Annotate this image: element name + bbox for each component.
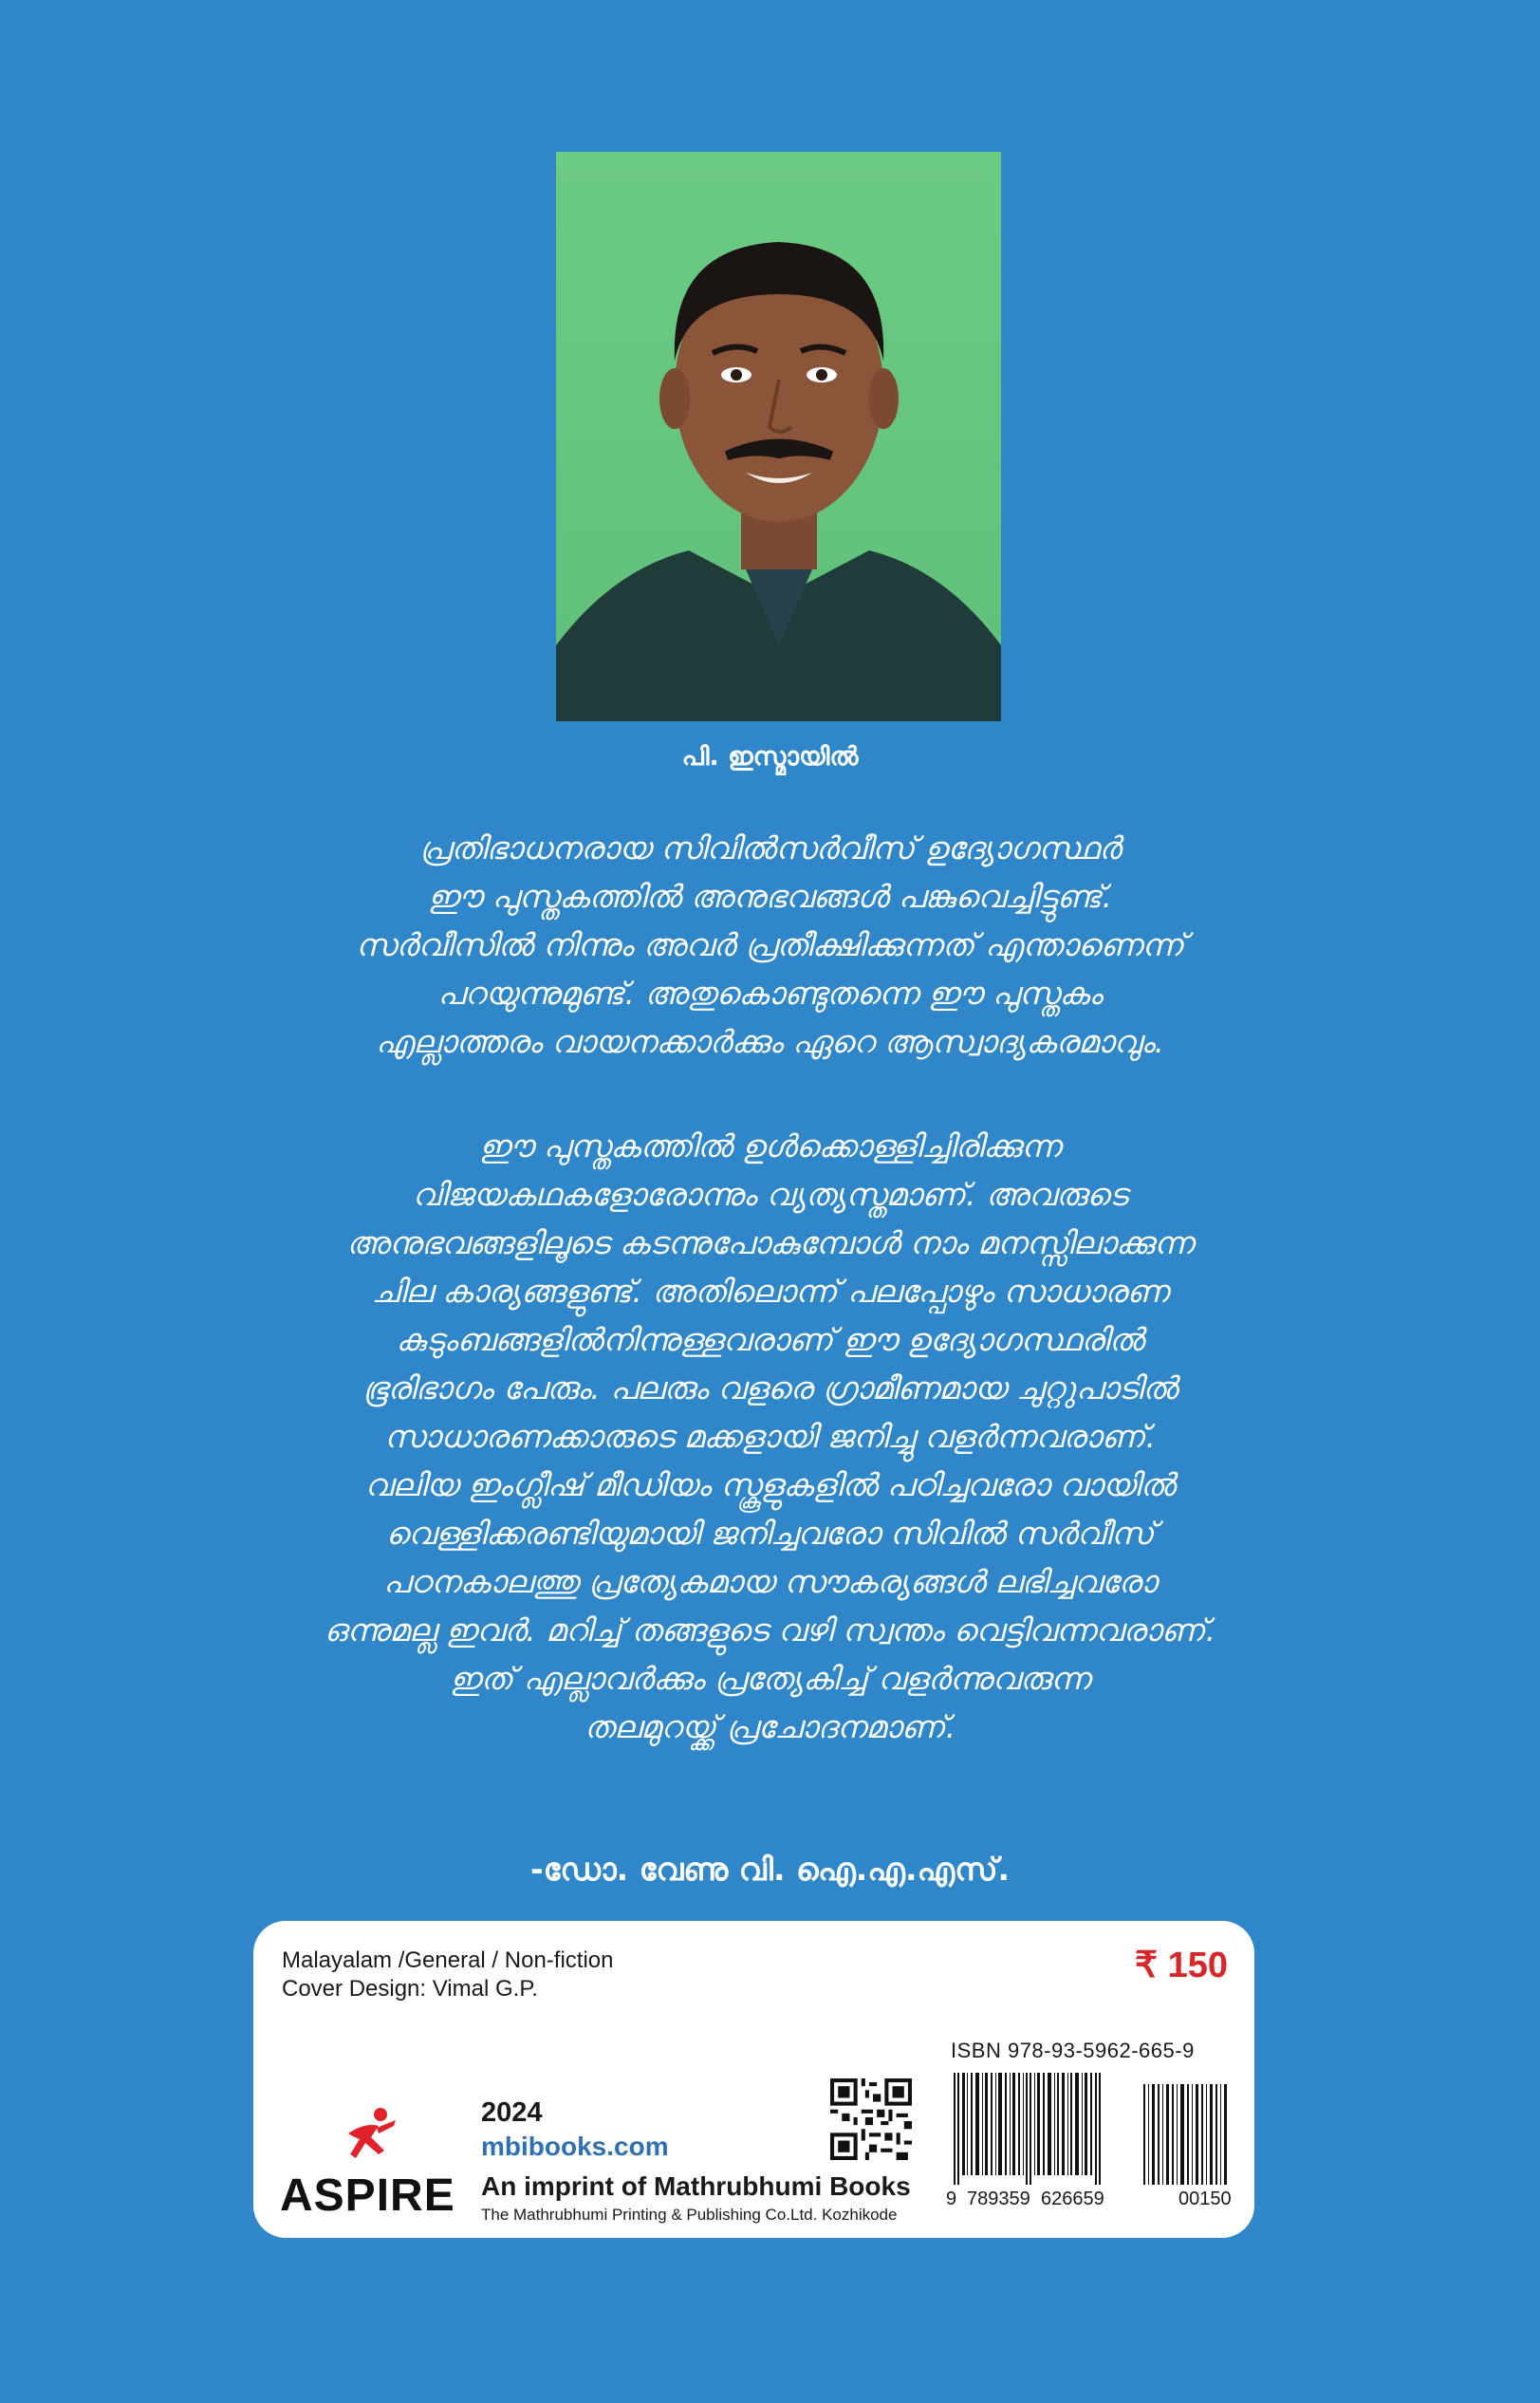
author-name: പി. ഇസ്മായിൽ <box>681 742 859 772</box>
cover-design-credit: Cover Design: Vimal G.P. <box>282 1976 538 2002</box>
blurb-text-2: ഈ പുസ്തകത്തിൽ ഉൾക്കൊള്ളിച്ചിരിക്കുന്ന വിജയകഥകളോരോന്നും വ്യത്യസ്തമാണ്. അവരുടെ അനുഭവങ്ങളിലൂടെ കടന്നുപോകുമ്പോൾ നാം മനസ്സിലാക്കുന്ന ചില കാര്യങ്ങളുണ്ട്. അതിലൊന്ന് പലപ്പോഴും സാധാരണ കുടുംബങ്ങളിൽനിന്നുള്ളവരാണ് ഈ ഉദ്യോഗസ്ഥരിൽ ഭൂരിഭാഗം പേരും. പലരും വളരെ ഗ്രാമീണമായ ചുറ്റുപാടിൽ സാധാരണക്കാരുടെ മക്കളായി ജനിച്ചു വളർന്നവരാണ്. വലിയ ഇംഗ്ലീഷ് മീഡിയം സ്കൂളുകളിൽ പഠിച്ചവരോ വായിൽ വെള്ളിക്കരണ്ടിയുമായി ജനിച്ചവരോ സിവിൽ സർവീസ് പഠനകാലത്തു പ്രത്യേകമായ സൗകര്യങ്ങൾ ലഭിച്ചവരോ ഒന്നുമല്ല ഇവർ. മറിച്ച് തങ്ങളുടെ വഴി സ്വന്തം വെട്ടിവന്നവരാണ്. ഇത് എല്ലാവർക്കും പ്രത്യേകിച്ച് വളർന്നുവരുന്ന തലമുറയ്ക്ക് പ്രചോദനമാണ്. <box>324 1127 1216 1745</box>
blurb-text-1: പ്രതിഭാധനരായ സിവിൽസർവീസ് ഉദ്യോഗസ്ഥർ ഈ പുസ്തകത്തിൽ അനുഭവങ്ങൾ പങ്കുവെച്ചിട്ടുണ്ട്. സർവീസിൽ നിന്നും അവർ പ്രതീക്ഷിക്കുന്നത് എന്താണെന്ന് പറയുന്നുമുണ്ട്. അതുകൊണ്ടുതന്നെ ഈ പുസ്തകം എല്ലാത്തരം വായനക്കാർക്കും ഏറെ ആസ്വാദ്യകരമാവും. <box>356 829 1184 1060</box>
barcode-right-digits: 626659 <box>1041 2189 1104 2209</box>
website-link[interactable]: mbibooks.com <box>481 2132 669 2161</box>
barcode-addon-digits: 00150 <box>1178 2189 1232 2209</box>
qr-code-icon <box>830 2078 912 2160</box>
blurb-signature: -ഡോ. വേണു വി. ഐ.എ.എസ്. <box>529 1851 1011 1888</box>
genre-text: Malayalam /General / Non-fiction <box>282 1947 614 1973</box>
barcode-lead-digit: 9 <box>946 2189 957 2209</box>
publication-year: 2024 <box>481 2097 543 2128</box>
printer-text: The Mathrubhumi Printing & Publishing Co.Ltd. Kozhikode <box>481 2206 898 2224</box>
aspire-logo-icon <box>343 2105 403 2166</box>
author-photo <box>556 152 1001 721</box>
barcode-left-digits: 789359 <box>967 2189 1030 2209</box>
price-label: ₹ 150 <box>1134 1946 1228 1985</box>
blurb-paragraph-1 <box>190 824 1350 1066</box>
barcode <box>954 2073 1234 2185</box>
publisher-info-panel <box>253 1921 1254 2238</box>
isbn-label: ISBN 978-93-5962-665-9 <box>951 2039 1195 2062</box>
blurb-paragraph-2 <box>190 1122 1350 1751</box>
author-portrait-image <box>556 152 1001 721</box>
imprint-text: An imprint of Mathrubhumi Books <box>481 2171 911 2201</box>
aspire-brand-name: ASPIRE <box>280 2170 455 2221</box>
